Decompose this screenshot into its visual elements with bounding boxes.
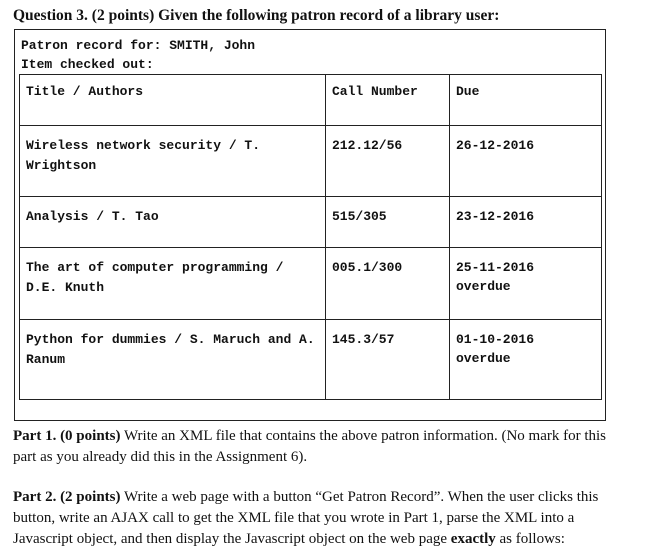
item-call-number: 212.12/56 [326,126,450,197]
part1-text: Write an XML file that contains the above patron information. (No mark for this part as you already did this in the Assignment 6). [13,428,607,465]
checked-out-line: Item checked out: [21,57,154,72]
item-due-date: 26-12-2016 [456,138,535,153]
item-due [450,126,602,197]
item-title: Wireless network security / T. Wrightson [20,126,326,197]
item-call-number: 145.3/57 [326,320,450,400]
header-due: Due [450,75,602,126]
item-call-number: 515/305 [326,197,450,248]
part1-label: Part 1. (0 points) [13,428,121,444]
table-header-row [20,75,602,126]
item-call-number: 005.1/300 [326,248,450,320]
header-call-number: Call Number [326,75,450,126]
table-row [20,197,602,248]
item-title: The art of computer programming / D.E. Knuth [20,248,326,320]
part2-label: Part 2. (2 points) [13,489,121,505]
header-title-authors: Title / Authors [20,75,326,126]
part2-paragraph [13,487,613,550]
part2-emphasis: exactly [450,531,496,547]
item-overdue-status: overdue [456,279,511,294]
item-due-date: 25-11-2016 [456,260,535,275]
item-title: Python for dummies / S. Maruch and A. Ranum [20,320,326,400]
item-title: Analysis / T. Tao [20,197,326,248]
item-due [450,197,602,248]
patron-record-box [14,29,606,421]
table-row [20,320,602,400]
item-due [450,248,602,320]
item-due-date: 01-10-2016 [456,332,535,347]
table-row [20,126,602,197]
patron-name-line: Patron record for: SMITH, John [21,38,256,53]
table-row [20,248,602,320]
part1-paragraph [13,426,613,468]
part2-text-end: as follows: [495,531,565,547]
part2-text: Write a web page with a button “Get Patron Record”. When the user clicks this button, write an AJAX call to get the XML file that you wrote in Part 1, parse the XML into a Javascript object, and then display the Javascript object on the web page [13,489,599,547]
item-due [450,320,602,400]
question-heading: Question 3. (2 points) Given the following patron record of a library user: [13,7,500,24]
item-due-date: 23-12-2016 [456,209,535,224]
checked-out-items-table [19,74,602,400]
item-overdue-status: overdue [456,351,511,366]
